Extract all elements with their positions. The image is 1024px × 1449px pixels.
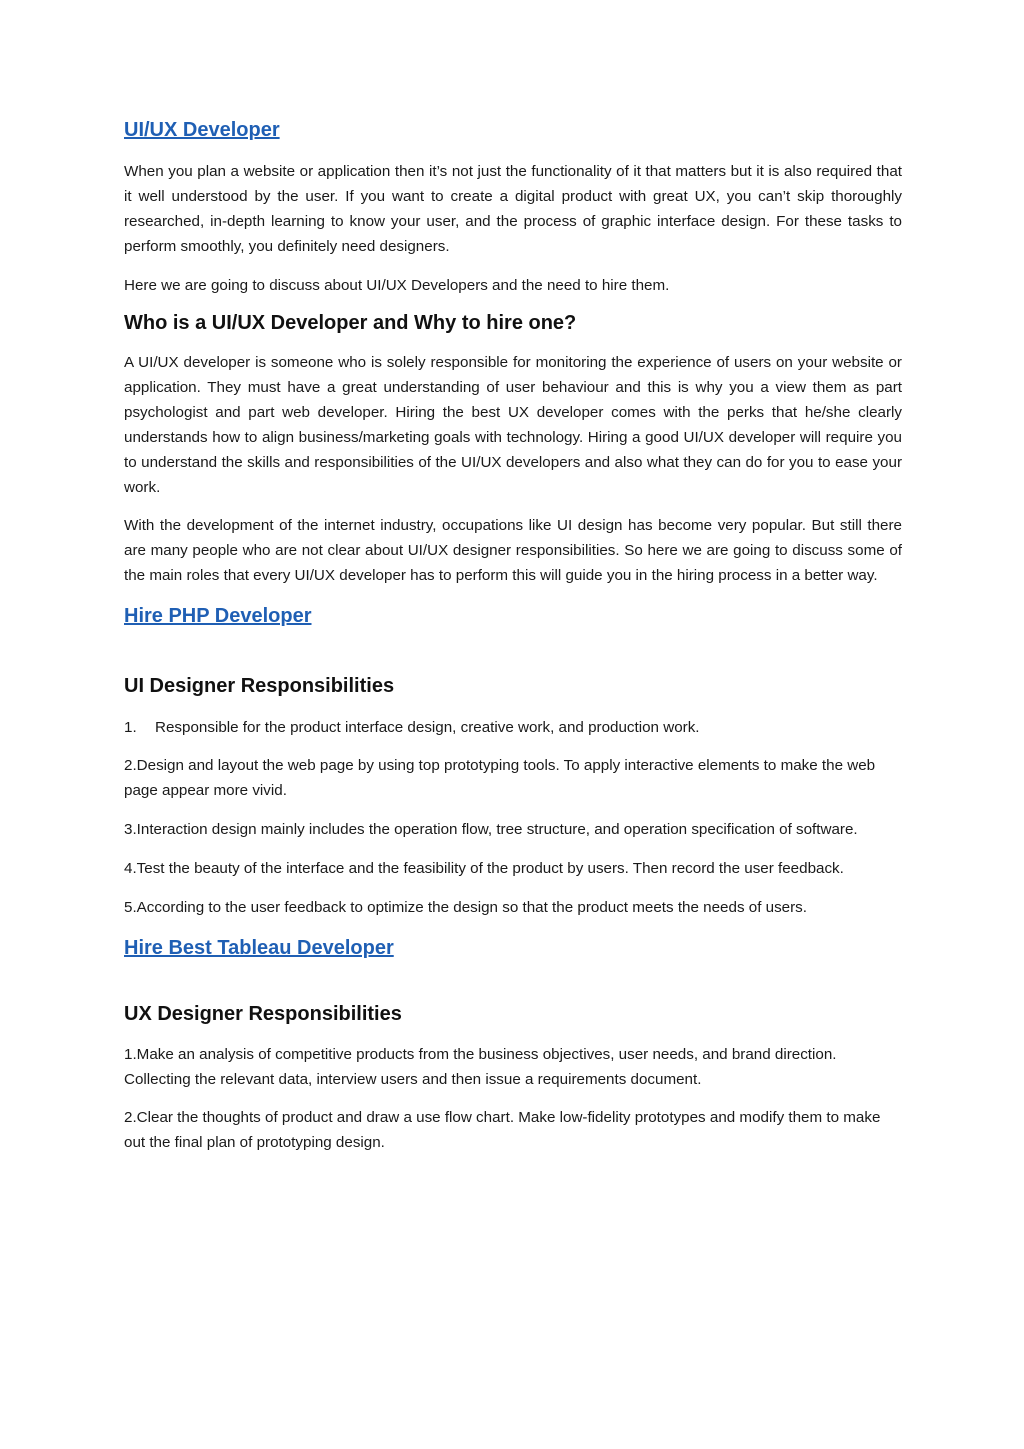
document-page xyxy=(124,118,902,1155)
ui-designer-responsibilities-heading: UI Designer Responsibilities xyxy=(124,675,395,697)
list-item: 4.Test the beauty of the interface and the feasibility of the product by users. Then record the user feedback. xyxy=(124,860,844,877)
hire-php-developer-link[interactable]: Hire PHP Developer xyxy=(124,605,312,627)
intro-paragraph-2: Here we are going to discuss about UI/UX Developers and the need to hire them. xyxy=(124,277,670,294)
list-item: 2.Design and layout the web page by using top prototyping tools. To apply interactive elements to make the web page appear more vivid. xyxy=(124,757,876,799)
hire-tableau-developer-link[interactable]: Hire Best Tableau Developer xyxy=(124,937,394,959)
list-item: 5.According to the user feedback to optimize the design so that the product meets the needs of users. xyxy=(124,899,807,916)
list-number: 1. xyxy=(124,719,137,736)
ux-designer-responsibilities-heading: UX Designer Responsibilities xyxy=(124,1003,402,1025)
list-item xyxy=(124,715,902,740)
who-paragraph-2: With the development of the internet industry, occupations like UI design has become very popular. But still there are many people who are not clear about UI/UX designer responsibilities. So here we are going to discuss some of the main roles that every UI/UX developer has to perform this will guide you in the hiring process in a better way. xyxy=(124,517,902,584)
intro-paragraph-1: When you plan a website or application then it’s not just the functionality of it that matters but it is also required that it well understood by the user. If you want to create a digital product with great UX, you can’t skip thoroughly researched, in-depth learning to know your user, and the process of graphic interface design. For these tasks to perform smoothly, you definitely need designers. xyxy=(124,163,902,255)
ui-ux-developer-link[interactable]: UI/UX Developer xyxy=(124,119,280,141)
list-item: 1.Make an analysis of competitive products from the business objectives, user needs, and brand direction. Collecting the relevant data, interview users and then issue a requirements document. xyxy=(124,1046,837,1088)
list-text: Responsible for the product interface design, creative work, and production work. xyxy=(155,719,700,736)
who-paragraph-1: A UI/UX developer is someone who is solely responsible for monitoring the experience of users on your website or application. They must have a great understanding of user behaviour and this is why you a view them as part psychologist and part web developer. Hiring the best UX developer comes with the perks that he/she clearly understands how to align business/marketing goals with technology. Hiring a good UI/UX developer will require you to understand the skills and responsibilities of the UI/UX developers and also what they can do for you to ease your work. xyxy=(124,354,902,496)
list-item: 3.Interaction design mainly includes the operation flow, tree structure, and operation specification of software. xyxy=(124,821,858,838)
who-is-heading: Who is a UI/UX Developer and Why to hire one? xyxy=(124,312,577,334)
list-item: 2.Clear the thoughts of product and draw a use flow chart. Make low-fidelity prototypes and modify them to make out the final plan of prototyping design. xyxy=(124,1109,881,1151)
